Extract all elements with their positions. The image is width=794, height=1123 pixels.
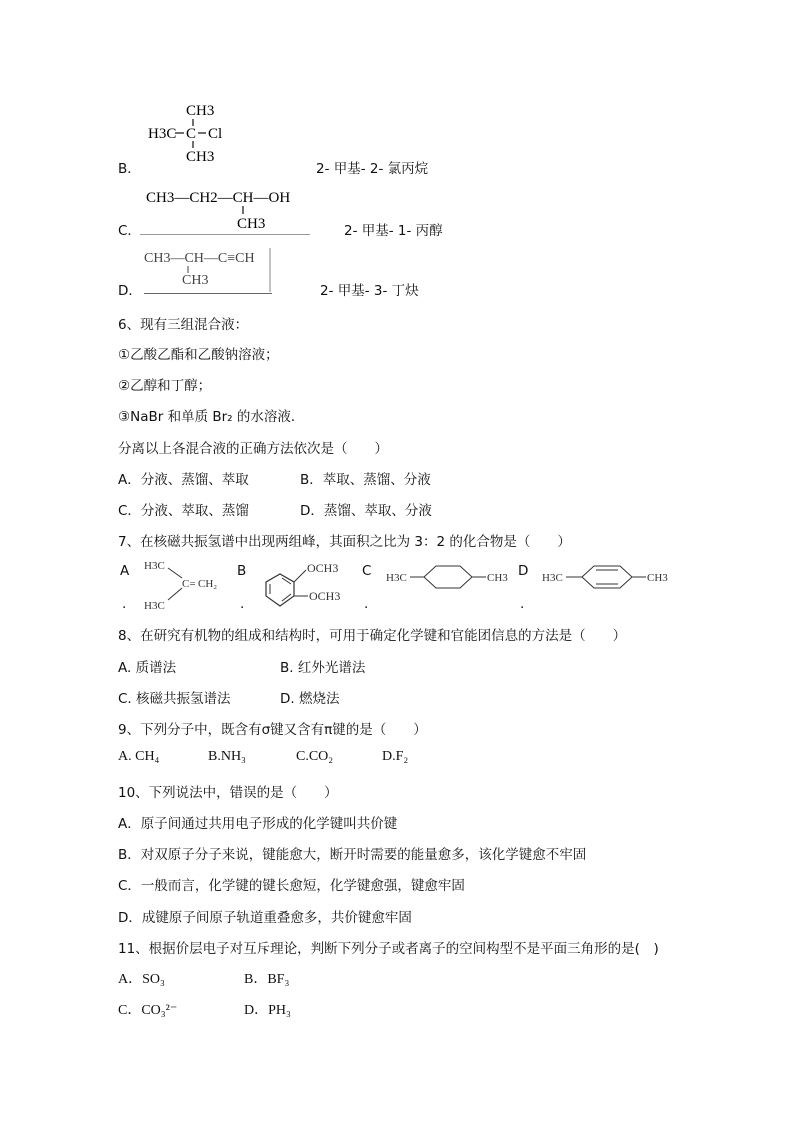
svg-text:OCH3: OCH3 xyxy=(307,561,339,575)
q11-option-a: A．SO₃ xyxy=(118,972,165,987)
svg-text:CH3: CH3 xyxy=(647,572,668,584)
q9-option-a: A. CH₄ xyxy=(118,749,160,764)
q7-structure-d-p-xylene xyxy=(540,562,680,592)
underline xyxy=(140,234,310,235)
q10-stem: 10、下列说法中，错误的是（ ） xyxy=(118,785,338,801)
q6-stem: 6、现有三组混合液： xyxy=(118,317,249,333)
struct-d-main: CH3—CH—C≡CH xyxy=(144,251,255,266)
struct-c-main: CH3—CH2—CH—OH xyxy=(146,190,291,206)
underline xyxy=(144,293,272,294)
q6-item-2: ②乙醇和丁醇； xyxy=(118,378,212,394)
q7-option-c-dot: . xyxy=(364,596,369,612)
q5-option-c-letter: C． xyxy=(118,223,141,239)
q7-structure-a-isobutylene xyxy=(142,556,238,614)
q11-option-b: B．BF₃ xyxy=(244,972,290,987)
q7-option-d-letter: D xyxy=(518,563,529,579)
struct-d-branch: CH3 xyxy=(182,273,209,288)
q5-option-c-name: 2- 甲基- 1- 丙醇 xyxy=(344,223,443,239)
q11-stem: 11、根据价层电子对互斥理论，判断下列分子或者离子的空间构型不是平面三角形的是( ) xyxy=(118,941,659,957)
q5-option-b-name: 2- 甲基- 2- 氯丙烷 xyxy=(316,161,429,177)
q7-option-b-letter: B xyxy=(237,563,247,579)
structure-d-2-methyl-3-butyne xyxy=(140,246,274,294)
q8-option-c: C. 核磁共振氢谱法 xyxy=(118,691,231,707)
svg-text:CH3: CH3 xyxy=(487,572,508,584)
struct-b-bottom: CH3 xyxy=(186,149,215,165)
q5-option-d-name: 2- 甲基- 3- 丁炔 xyxy=(320,283,419,299)
struct-b-center: C xyxy=(186,126,197,142)
struct-c-branch: CH3 xyxy=(237,216,266,232)
svg-text:H3C: H3C xyxy=(144,600,165,612)
svg-text:CH₂: CH₂ xyxy=(198,578,218,590)
svg-text:OCH3: OCH3 xyxy=(309,589,341,603)
q6-option-b: B．萃取、蒸馏、分液 xyxy=(300,472,431,488)
q6-item-3: ③NaBr 和单质 Br₂ 的水溶液． xyxy=(118,409,305,425)
q6-question: 分离以上各混合液的正确方法依次是（ ） xyxy=(118,441,388,457)
q10-option-a: A．原子间通过共用电子形成的化学键叫共价键 xyxy=(118,816,398,832)
q7-option-b-dot: . xyxy=(240,596,245,612)
q7-structure-b-dimethoxybenzene xyxy=(260,558,372,610)
q6-option-a: A．分液、蒸馏、萃取 xyxy=(118,472,249,488)
q8-option-a: A. 质谱法 xyxy=(118,660,177,676)
q9-option-c: C.CO₂ xyxy=(296,749,334,764)
q7-option-a-letter: A xyxy=(120,563,130,579)
q7-option-a-dot: . xyxy=(122,596,127,612)
q11-option-d: D．PH₃ xyxy=(244,1003,291,1018)
q8-option-b: B. 红外光谱法 xyxy=(280,660,366,676)
q9-option-d: D.F₂ xyxy=(382,749,409,764)
q10-option-b: B．对双原子分子来说，键能愈大，断开时需要的能量愈多，该化学键愈不牢固 xyxy=(118,847,587,863)
svg-text:H3C: H3C xyxy=(542,572,563,584)
q9-stem: 9、下列分子中，既含有σ键又含有π键的是（ ） xyxy=(118,722,427,738)
q8-stem: 8、在研究有机物的组成和结构时，可用于确定化学键和官能团信息的方法是（ ） xyxy=(118,628,627,644)
q6-option-c: C．分液、萃取、蒸馏 xyxy=(118,503,249,519)
q5-option-d-letter: D． xyxy=(118,283,142,299)
q9-option-b: B.NH₃ xyxy=(208,749,246,764)
struct-b-right: Cl xyxy=(208,126,223,142)
q7-stem: 7、在核磁共振氢谱中出现两组峰，其面积之比为 3：2 的化合物是（ ） xyxy=(118,534,571,550)
svg-text:C=: C= xyxy=(182,578,196,590)
struct-b-left: H3C xyxy=(148,126,177,142)
q10-option-c: C．一般而言，化学键的键长愈短，化学键愈强，键愈牢固 xyxy=(118,878,465,894)
q7-option-d-dot: . xyxy=(520,596,525,612)
q7-option-c-letter: C xyxy=(362,563,372,579)
q8-option-d: D. 燃烧法 xyxy=(280,691,340,707)
q6-option-d: D．蒸馏、萃取、分液 xyxy=(300,503,432,519)
structure-b-2-methyl-2-chloropropane xyxy=(146,98,246,166)
q5-option-b-letter: B． xyxy=(118,161,141,177)
struct-b-top: CH3 xyxy=(186,103,215,119)
q11-option-c: C．CO₃²⁻ xyxy=(118,1003,178,1018)
svg-text:H3C: H3C xyxy=(144,560,165,572)
q10-option-d: D．成键原子间原子轨道重叠愈多，共价键愈牢固 xyxy=(118,910,412,926)
svg-text:H3C: H3C xyxy=(386,572,407,584)
q7-structure-c-dimethylcyclohexane xyxy=(384,562,516,592)
q6-item-1: ①乙酸乙酯和乙酸钠溶液； xyxy=(118,347,279,363)
structure-c-2-methyl-1-propanol xyxy=(144,184,314,234)
